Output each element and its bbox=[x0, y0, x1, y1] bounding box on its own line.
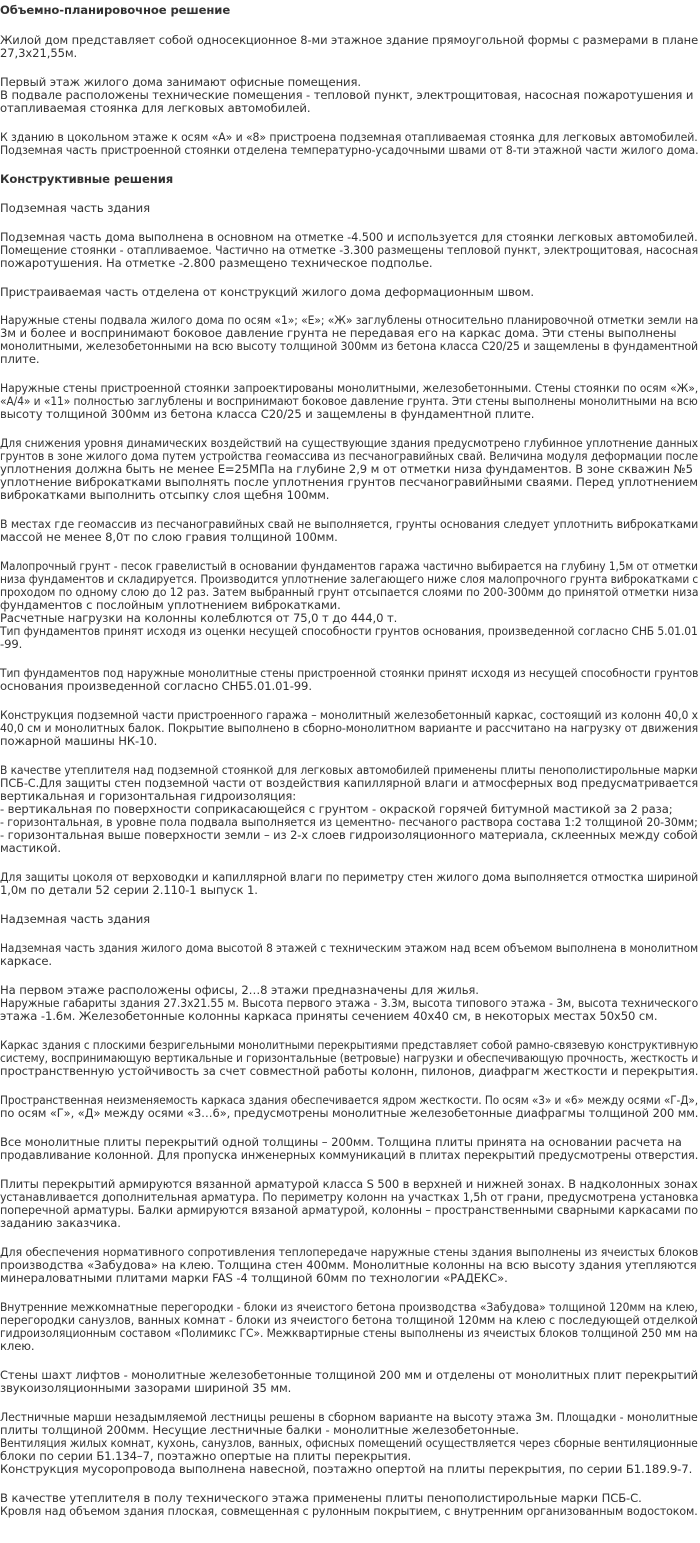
text-line: массой не менее 8,0т по слою гравия толщиной 100мм. bbox=[0, 530, 338, 544]
text-line: Каркас здания с плоскими безригельными монолитными перекрытиями представляет собой рамно-связевую конструктивную bbox=[0, 1038, 699, 1052]
text-line: Для защиты цоколя от верховодки и капиллярной влаги по периметру стен жилого дома выполняется отмостка шириной bbox=[0, 870, 699, 884]
text-line: пространственную устойчивость за счет совместной работы колонн, пилонов, диафрагм жесткости и перекрытия. bbox=[0, 1064, 699, 1078]
text-line: Надземная часть здания bbox=[0, 912, 151, 926]
text-line: монолитными, железобетонными на всю высоту толщиной 300мм из бетона класса С20/25 и защемлены в фундаментной bbox=[0, 339, 699, 353]
text-line: этажа -1.6м. Железобетонные колонны каркаса приняты сечением 40х40 см, в некоторых местах 50х50 см. bbox=[0, 1009, 658, 1023]
text-line: - горизонтальная выше поверхности земли – из 2-х слоев гидроизоляционного материала, склеенных между собой bbox=[0, 828, 698, 842]
text-line: Расчетные нагрузки на колонны колеблются от 75,0 т до 444,0 т. bbox=[0, 611, 398, 625]
text-line: В качестве утеплителя над подземной стоянкой для легковых автомобилей применены плиты пенополистирольные марки bbox=[0, 763, 698, 777]
text-line: уплотнения должна быть не менее Е=25МПа на глубине 2,9 м от отметки низа фундаментов. В зоне скважин №5 bbox=[0, 462, 693, 476]
text-line: Вентиляция жилых комнат, кухонь, санузлов, ванных, офисных помещений осуществляется через сборные вентиляционные bbox=[0, 1436, 698, 1450]
text-line: минераловатными плитами марки FAS -4 толщиной 60мм по технологии «РАДЕКС». bbox=[0, 1271, 508, 1285]
text-line: заданию заказчика. bbox=[0, 1216, 121, 1230]
text-line: В подвале расположены технические помещения - тепловой пункт, электрощитовая, насосная пожаротушения и bbox=[0, 88, 694, 102]
text-line: плите. bbox=[0, 352, 40, 366]
section-heading: Конструктивные решения bbox=[0, 172, 174, 186]
text-line: К зданию в цокольном этаже к осям «А» и «8» пристроена подземная отапливаемая стоянка для легковых автомобилей. bbox=[0, 130, 698, 144]
text-line: - вертикальная по поверхности соприкасающейся с грунтом - окраской горячей битумной мастикой за 2 раза; bbox=[0, 802, 673, 816]
text-line: Наружные стены пристроенной стоянки запроектированы монолитными, железобетонными. Стены стоянки по осям «Ж», bbox=[0, 381, 699, 395]
text-line: пожарной машины НК-10. bbox=[0, 734, 158, 748]
text-line: Внутренние межкомнатные перегородки - блоки из ячеистого бетона производства «Забудова» толщиной 120мм на клею, bbox=[0, 1300, 698, 1314]
text-line: устанавливается дополнительная арматура. По периметру колонн на участках 1,5h от грани, предусмотрена установка bbox=[0, 1190, 699, 1204]
text-line: Подземная часть здания bbox=[0, 201, 150, 215]
text-line: блоки по серии Б1.134–7, поэтажно опертые на плиты перекрытия. bbox=[0, 1449, 412, 1463]
text-line: ПСБ-С.Для защиты стен подземной части от воздействия капиллярной влаги и атмосферных вод предусматривается bbox=[0, 776, 699, 790]
text-line: мастикой. bbox=[0, 841, 61, 855]
text-line: гидроизоляционным составом «Полимикс ГС». Межквартирные стены выполнены из ячеистых блоков толщиной 250 мм на bbox=[0, 1326, 698, 1340]
text-line: «А/4» и «11» полностью заглублены и воспринимают боковое давление грунта. Эти стены выполнены монолитными на всю bbox=[0, 394, 698, 408]
text-line: плиты толщиной 200мм. Несущие лестничные балки - монолитные железобетонные. bbox=[0, 1423, 519, 1437]
text-line: низа фундаментов и складируется. Производится уплотнение залегающего ниже слоя малопрочного грунта виброкатками с bbox=[0, 572, 699, 586]
text-line: 40,0 см и монолитных балок. Покрытие выполнено в сборно-монолитном варианте и рассчитано на нагрузку от движения bbox=[0, 721, 699, 735]
text-line: систему, воспринимающую вертикальные и горизонтальные (ветровые) нагрузки и обеспечивающую прочность, жесткость и bbox=[0, 1051, 699, 1065]
section-heading: Объемно-планировочное решение bbox=[0, 3, 231, 17]
text-line: Пристраиваемая часть отделена от конструкций жилого дома деформационным швом. bbox=[0, 285, 534, 299]
text-line: перегородки санузлов, ванных комнат - блоки из ячеистого бетона толщиной 120мм на клею с последующей отделкой bbox=[0, 1313, 698, 1327]
text-line: - горизонтальная, в уровне пола подвала выполняется из цементно- песчаного раствора состава 1:2 толщиной 20-30мм; bbox=[0, 815, 698, 829]
text-line: Для снижения уровня динамических воздействий на существующие здания предусмотрено глубинное уплотнение данных bbox=[0, 436, 699, 450]
text-line: пожаротушения. На отметке -2.800 размещено техническое подполье. bbox=[0, 256, 433, 270]
text-line: вертикальная и горизонтальная гидроизоляция: bbox=[0, 789, 297, 803]
text-line: 3м и более и воспринимают боковое давление грунта не передавая его на каркас дома. Эти стены выполнены bbox=[0, 326, 677, 340]
text-line: высоту толщиной 300мм из бетона класса С20/25 и защемлены в фундаментной плите. bbox=[0, 407, 535, 421]
text-line: звукоизоляционными зазорами шириной 35 мм. bbox=[0, 1381, 292, 1395]
text-line: Подземная часть дома выполнена в основном на отметке -4.500 и используется для стоянки легковых автомобилей. bbox=[0, 230, 698, 244]
text-line: Малопрочный грунт - песок гравелистый в основании фундаментов гаража частично выбирается на глубину 1,5м от отметки bbox=[0, 559, 698, 573]
text-line: Конструкция мусоропровода выполнена навесной, поэтажно опертой на плиты перекрытия, по серии Б1.189.9-7. bbox=[0, 1462, 693, 1476]
text-line: Надземная часть здания жилого дома высотой 8 этажей с техническим этажом над всем объемом выполнена в монолитном bbox=[0, 941, 699, 955]
text-line: Для обеспечения нормативного сопротивления теплопередаче наружные стены здания выполнены из ячеистых блоков bbox=[0, 1245, 699, 1259]
text-line: уплотнение виброкатками выполнять после уплотнения грунтов песчаногравийными сваями. Перед уплотнением bbox=[0, 475, 698, 489]
text-line: В местах где геомассив из песчаногравийных свай не выполняется, грунты основания следует уплотнить виброкатками bbox=[0, 517, 699, 531]
text-line: Тип фундаментов под наружные монолитные стены пристроенной стоянки принят исходя из несущей способности грунтов bbox=[0, 666, 699, 680]
text-line: В качестве утеплителя в полу технического этажа применены плиты пенополистирольные марки ПСБ-С. bbox=[0, 1491, 642, 1505]
text-line: поперечной арматуры. Балки армируются вязаной арматурой, колонны – пространственными сварными каркасами по bbox=[0, 1203, 699, 1217]
text-line: -99. bbox=[0, 637, 23, 651]
text-line: На первом этаже расположены офисы, 2…8 этажи предназначены для жилья. bbox=[0, 983, 479, 997]
text-line: Подземная часть пристроенной стоянки отделена температурно-усадочными швами от 8-ти этажной части жилого дома. bbox=[0, 143, 699, 157]
text-line: Помещение стоянки - отапливаемое. Частично на отметке -3.300 размещены тепловой пункт, электрощитовая, насосная bbox=[0, 243, 699, 257]
text-line: Лестничные марши незадымляемой лестницы решены в сборном варианте на высоту этажа 3м. Площадки - монолитные bbox=[0, 1410, 698, 1424]
text-line: Кровля над объемом здания плоская, совмещенная с рулонным покрытием, с внутренним организованным водостоком. bbox=[0, 1504, 698, 1518]
text-line: клею. bbox=[0, 1339, 35, 1353]
text-line: Наружные стены подвала жилого дома по осям «1»; «Е»; «Ж» заглублены относительно планировочной отметки земли на bbox=[0, 313, 699, 327]
text-line: каркасе. bbox=[0, 954, 52, 968]
text-line: основания произведенной согласно СНБ5.01.01-99. bbox=[0, 679, 312, 693]
text-line: продавливание колонной. Для пропуска инженерных коммуникаций в плитах перекрытий предусмотрены отверстия. bbox=[0, 1148, 699, 1162]
text-line: Стены шахт лифтов - монолитные железобетонные толщиной 200 мм и отделены от монолитных плит перекрытий bbox=[0, 1368, 699, 1382]
text-line: Первый этаж жилого дома занимают офисные помещения. bbox=[0, 75, 361, 89]
text-line: 1,0м по детали 52 серии 2.110-1 выпуск 1. bbox=[0, 883, 258, 897]
text-line: Пространственная неизменяемость каркаса здания обеспечивается ядром жесткости. По осям «3» и «6» между осями «Г-Д», bbox=[0, 1093, 699, 1107]
text-line: отапливаемая стоянка для легковых автомобилей. bbox=[0, 101, 311, 115]
text-line: грунтов в зоне жилого дома путем устройства геомассива из песчаногравийных свай. Величина модуля деформации после bbox=[0, 449, 698, 463]
text-line: Жилой дом представляет собой односекционное 8-ми этажное здание прямоугольной формы с размерами в плане bbox=[0, 33, 699, 47]
text-line: фундаментов с послойным уплотнением виброкатками. bbox=[0, 598, 341, 612]
text-line: проходом по одному слою до 12 раз. Затем выбранный грунт отсыпается слоями по 200-300мм до принятой отметки низа bbox=[0, 585, 699, 599]
text-line: по осям «Г», «Д» между осями «3…6», предусмотрены монолитные железобетонные диафрагмы толщиной 200 мм. bbox=[0, 1106, 699, 1120]
text-line: Плиты перекрытий армируются вязанной арматурой класса S 500 в верхней и нижней зонах. В надколонных зонах bbox=[0, 1177, 698, 1191]
text-line: Все монолитные плиты перекрытий одной толщины – 200мм. Толщина плиты принята на основании расчета на bbox=[0, 1135, 682, 1149]
text-line: производства «Забудова» на клею. Толщина стен 400мм. Монолитные колонны на всю высоту здания утепляются bbox=[0, 1258, 697, 1272]
text-line: 27,3х21,55м. bbox=[0, 46, 78, 60]
text-line: Тип фундаментов принят исходя из оценки несущей способности грунтов основания, произведенной согласно СНБ 5.01.01 bbox=[0, 624, 698, 638]
text-line: Конструкция подземной части пристроенного гаража – монолитный железобетонный каркас, состоящий из колонн 40,0 х bbox=[0, 708, 698, 722]
text-line: виброкатками выполнить отсыпку слоя щебня 100мм. bbox=[0, 488, 330, 502]
text-line: Наружные габариты здания 27.3х21.55 м. Высота первого этажа - 3.3м, высота типового этажа - 3м, высота технического bbox=[0, 996, 699, 1010]
